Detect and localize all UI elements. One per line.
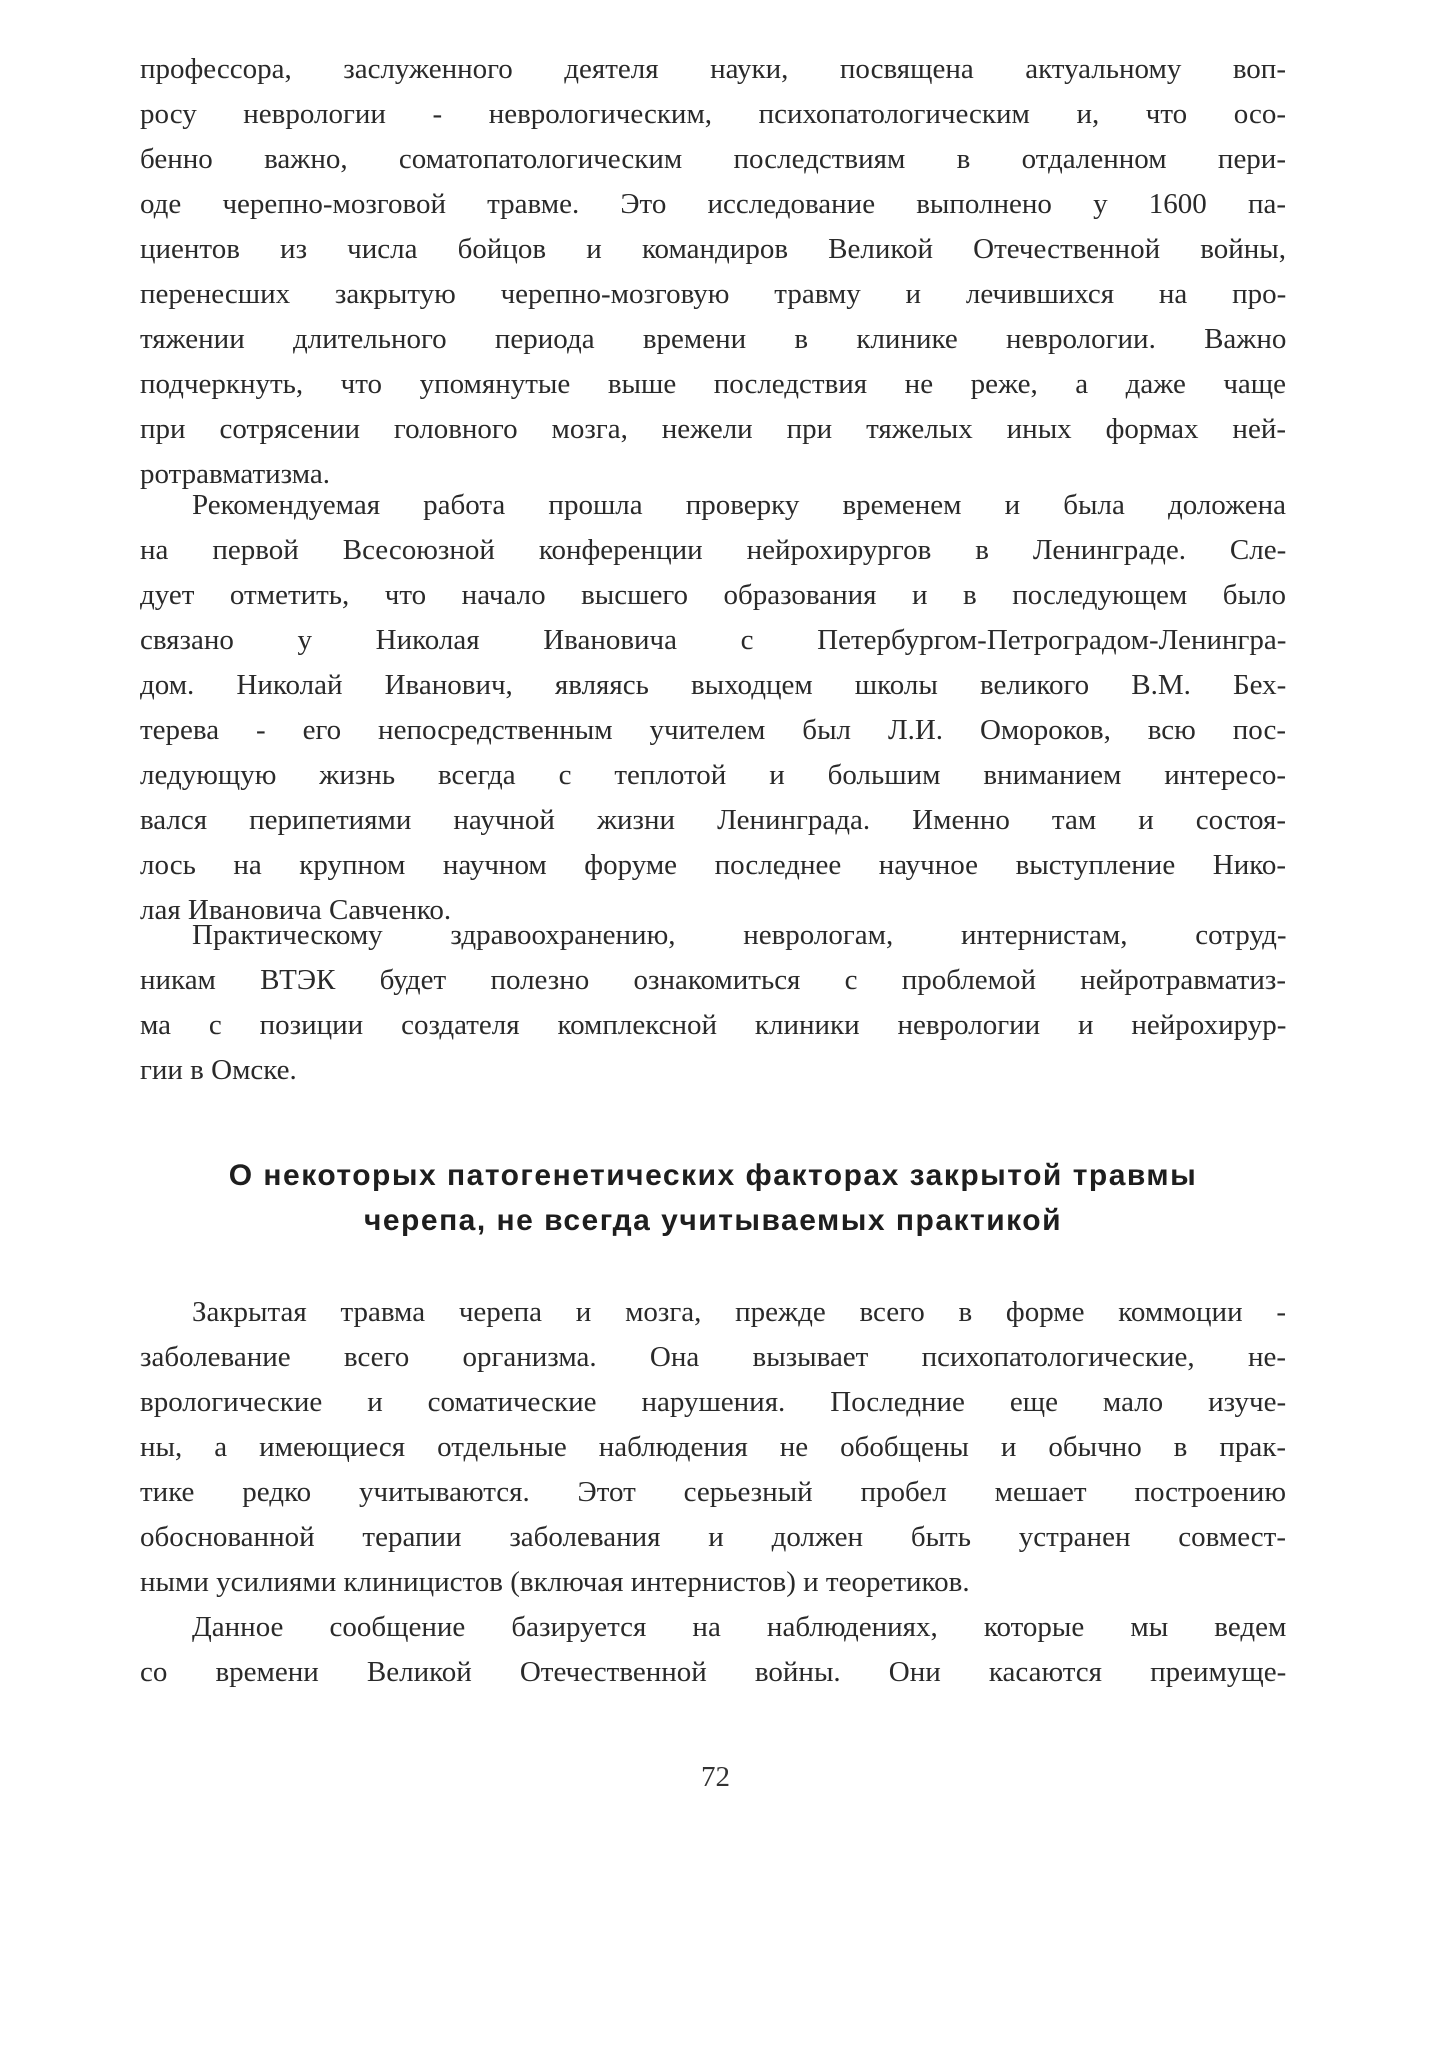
paragraph-1 [140,47,1286,497]
paragraph-5 [140,1605,1286,1695]
text-line: дом. Николай Иванович, являясь выходцем школы великого В.М. Бех- [140,669,1287,701]
text-line: ма с позиции создателя комплексной клиники неврологии и нейрохирур- [140,1009,1287,1041]
paragraph-2 [140,483,1286,933]
text-line: профессора, заслуженного деятеля науки, посвящена актуальному воп- [140,53,1286,85]
text-line: бенно важно, соматопатологическим последствиям в отдаленном пери- [140,143,1286,175]
text-line: лая Ивановича Савченко. [140,894,452,926]
page-number: 72 [701,1761,730,1793]
text-line: тяжении длительного периода времени в клинике неврологии. Важно [140,323,1287,355]
paragraph-3 [140,913,1286,1093]
section-heading [140,1153,1286,1243]
text-line: на первой Всесоюзной конференции нейрохирургов в Ленинграде. Сле- [140,534,1287,566]
text-line: росу неврологии - неврологическим, психопатологическим и, что осо- [140,98,1286,130]
text-line: при сотрясении головного мозга, нежели при тяжелых иных формах ней- [140,413,1286,445]
text-line: лось на крупном научном форуме последнее научное выступление Нико- [140,849,1286,881]
section-heading-line-2: черепа, не всегда учитываемых практикой [363,1204,1063,1237]
text-line: со времени Великой Отечественной войны. Они касаются преимуще- [140,1656,1287,1688]
text-line: Практическому здравоохранению, неврологам, интернистам, сотруд- [192,919,1287,951]
text-line: связано у Николая Ивановича с Петербургом-Петроградом-Ленингра- [140,624,1287,656]
text-line: гии в Омске. [140,1054,297,1086]
text-line: ротравматизма. [140,458,331,490]
text-line: подчеркнуть, что упомянутые выше последствия не реже, а даже чаще [140,368,1286,400]
text-line: терева - его непосредственным учителем был Л.И. Омороков, всю пос- [140,714,1286,746]
text-line: ными усилиями клиницистов (включая интернистов) и теоретиков. [140,1566,970,1598]
text-line: перенесших закрытую черепно-мозговую травму и лечившихся на про- [140,278,1287,310]
text-line: никам ВТЭК будет полезно ознакомиться с проблемой нейротравматиз- [140,964,1286,996]
text-line: циентов из числа бойцов и командиров Великой Отечественной войны, [140,233,1286,265]
text-line: врологические и соматические нарушения. Последние еще мало изуче- [140,1386,1287,1418]
text-line: вался перипетиями научной жизни Ленинграда. Именно там и состоя- [140,804,1286,836]
text-line: Данное сообщение базируется на наблюдениях, которые мы ведем [192,1611,1287,1643]
text-line: ны, а имеющиеся отдельные наблюдения не обобщены и обычно в прак- [140,1431,1286,1463]
text-line: оде черепно-мозговой травме. Это исследование выполнено у 1600 па- [140,188,1286,220]
text-line: Рекомендуемая работа прошла проверку временем и была доложена [192,489,1286,521]
text-line: заболевание всего организма. Она вызывает психопатологические, не- [140,1341,1286,1373]
text-line: ледующую жизнь всегда с теплотой и большим вниманием интересо- [140,759,1286,791]
text-line: Закрытая травма черепа и мозга, прежде всего в форме коммоции - [192,1296,1286,1328]
text-line: дует отметить, что начало высшего образования и в последующем было [140,579,1286,611]
section-heading-line-1: О некоторых патогенетических факторах закрытой травмы [228,1159,1198,1192]
text-line: обоснованной терапии заболевания и должен быть устранен совмест- [140,1521,1286,1553]
paragraph-4 [140,1290,1286,1605]
text-line: тике редко учитываются. Этот серьезный пробел мешает построению [140,1476,1286,1508]
